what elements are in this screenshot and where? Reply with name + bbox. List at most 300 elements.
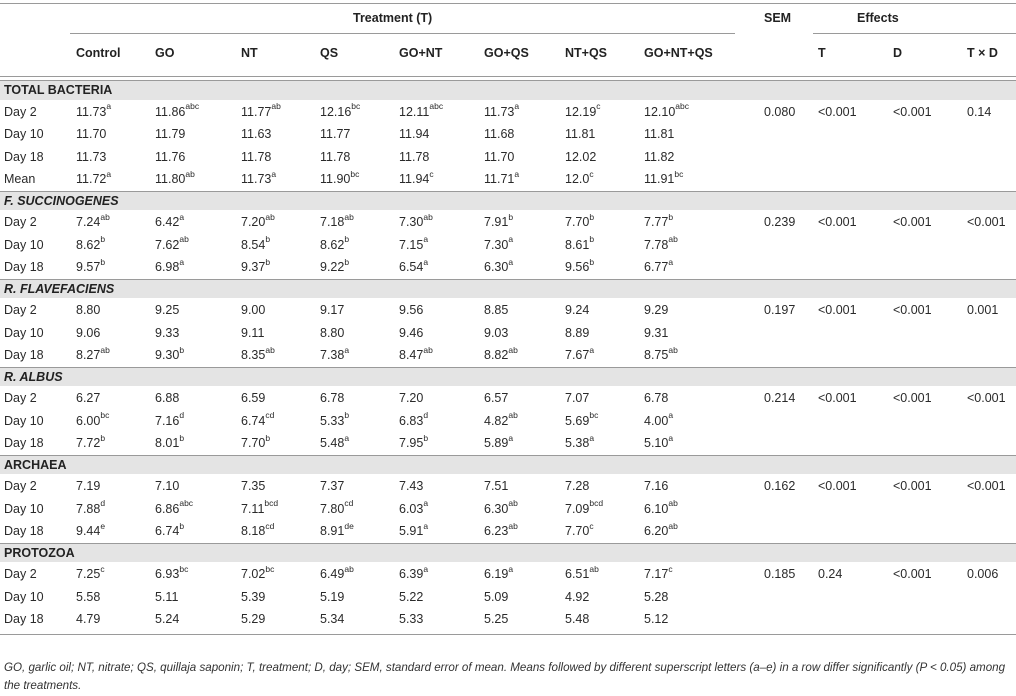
table-cell <box>484 146 514 169</box>
table-cell <box>644 586 668 609</box>
cell-value: 8.47 <box>399 348 424 362</box>
section-header <box>0 80 1016 100</box>
table-cell <box>76 211 110 234</box>
cell-value: 7.24 <box>76 215 101 229</box>
table-cell <box>241 344 275 367</box>
table-cell <box>484 520 518 543</box>
cell-value: 5.19 <box>320 589 345 604</box>
cell-value: 5.39 <box>241 589 266 604</box>
section-title: PROTOZOA <box>4 545 75 560</box>
treatment-header: Treatment (T) <box>353 11 433 25</box>
cell-value: 6.74 <box>241 413 266 428</box>
row-label: Day 10 <box>4 325 44 340</box>
cell-value: 6.23 <box>484 524 509 538</box>
effect-t-value: 0.24 <box>818 567 843 581</box>
significance-letter: c <box>668 563 673 574</box>
table-cell <box>155 101 199 124</box>
row-label: Day 18 <box>4 260 44 274</box>
table-cell <box>565 586 589 609</box>
significance-letter: de <box>344 520 354 531</box>
cell-value: 5.91 <box>399 524 424 538</box>
significance-letter: a <box>589 432 595 443</box>
cell-value: 11.73 <box>241 172 272 186</box>
column-header: NT <box>241 46 258 60</box>
significance-letter: bc <box>589 410 599 421</box>
cell-value: 6.57 <box>484 391 509 405</box>
effect-t-value: <0.001 <box>818 104 857 119</box>
significance-letter: a <box>344 344 350 355</box>
row-label: Day 2 <box>4 391 37 405</box>
cell-value: 4.92 <box>565 589 590 604</box>
cell-value: 6.27 <box>76 391 101 405</box>
table-cell <box>155 211 184 234</box>
cell-value: 7.91 <box>484 215 509 229</box>
effect-txd-value: 0.14 <box>967 104 992 119</box>
table-cell <box>399 520 428 543</box>
cell-value: 6.49 <box>320 567 345 581</box>
table-cell <box>76 432 105 455</box>
table-cell <box>241 475 265 498</box>
table-row <box>0 608 1016 631</box>
cell-value: 7.67 <box>565 348 590 362</box>
cell-value: 6.83 <box>399 413 424 428</box>
row-label: Mean <box>4 172 36 186</box>
cell-value: 4.79 <box>76 612 101 626</box>
cell-value: 8.91 <box>320 524 345 538</box>
table-cell <box>320 498 353 521</box>
effect-t-value: <0.001 <box>818 303 857 317</box>
cell-value: 7.72 <box>76 436 101 450</box>
cell-value: 11.72 <box>76 172 107 186</box>
table-cell <box>484 387 508 410</box>
table-cell <box>399 234 428 257</box>
cell-value: 11.73 <box>76 149 107 164</box>
significance-letter: ab <box>668 234 678 245</box>
cell-value: 7.43 <box>399 479 424 493</box>
row-label: Day 2 <box>4 303 37 317</box>
table-cell <box>565 234 594 257</box>
significance-letter: ab <box>100 211 110 222</box>
cell-value: 7.37 <box>320 479 345 493</box>
significance-letter: ab <box>344 563 354 574</box>
cell-value: 9.25 <box>155 303 180 317</box>
cell-value: 12.11 <box>399 104 430 119</box>
table-row <box>0 101 1016 124</box>
table-cell <box>399 322 423 345</box>
significance-letter: a <box>344 432 350 443</box>
cell-value: 8.85 <box>484 303 509 317</box>
cell-value: 6.78 <box>644 391 669 405</box>
row-label: Day 10 <box>4 501 44 516</box>
cell-value: 11.73 <box>76 104 107 119</box>
section-header <box>0 455 1016 475</box>
table-cell <box>155 387 179 410</box>
significance-letter: bc <box>265 563 275 574</box>
cell-value: 5.11 <box>155 589 179 604</box>
table-cell <box>320 101 360 124</box>
sem-value: 0.162 <box>764 479 796 493</box>
significance-letter: b <box>344 234 350 245</box>
cell-value: 11.63 <box>241 127 272 141</box>
effect-column-header: T <box>818 46 826 60</box>
significance-letter: bc <box>351 101 361 112</box>
table-cell <box>320 211 354 234</box>
cell-value: 5.22 <box>399 589 424 604</box>
table-cell <box>644 432 673 455</box>
cell-value: 11.94 <box>399 127 430 141</box>
header-rule <box>0 76 1016 77</box>
cell-value: 11.77 <box>320 127 351 141</box>
cell-value: 7.70 <box>565 524 590 538</box>
table-cell <box>241 146 271 169</box>
table-cell <box>76 410 109 433</box>
significance-letter: cd <box>265 410 275 421</box>
cell-value: 7.80 <box>320 501 345 516</box>
row-label: Day 2 <box>4 567 37 581</box>
table-cell <box>644 344 678 367</box>
cell-value: 6.88 <box>155 391 180 405</box>
significance-letter: ab <box>508 498 518 509</box>
table-cell <box>399 344 433 367</box>
cell-value: 6.77 <box>644 260 669 274</box>
cell-value: 6.78 <box>320 391 345 405</box>
table-cell <box>484 256 513 279</box>
row-label: Day 10 <box>4 237 44 252</box>
cell-value: 7.16 <box>155 413 180 428</box>
significance-letter: ab <box>265 211 275 222</box>
column-header: Control <box>76 46 121 60</box>
column-header: GO <box>155 46 175 60</box>
table-cell <box>399 410 428 433</box>
cell-value: 7.88 <box>76 501 101 516</box>
table-cell <box>644 387 668 410</box>
table-row <box>0 234 1016 257</box>
effect-txd-value: <0.001 <box>967 391 1006 405</box>
table-cell <box>155 168 195 191</box>
table-cell <box>76 498 105 521</box>
row-label: Day 10 <box>4 413 44 428</box>
cell-value: 7.25 <box>76 567 101 581</box>
cell-value: 6.30 <box>484 260 509 274</box>
significance-letter: b <box>179 520 185 531</box>
significance-letter: ab <box>589 563 599 574</box>
section-title: ARCHAEA <box>4 457 67 472</box>
table-cell <box>644 146 674 169</box>
significance-letter: cd <box>265 520 275 531</box>
table-cell <box>644 563 673 586</box>
cell-value: 8.54 <box>241 237 266 252</box>
cell-value: 11.81 <box>565 127 596 141</box>
cell-value: 9.17 <box>320 303 345 317</box>
significance-letter: c <box>589 168 594 179</box>
cell-value: 11.94 <box>399 172 430 186</box>
table-cell <box>320 475 344 498</box>
cell-value: 5.24 <box>155 612 180 626</box>
significance-letter: b <box>100 234 106 245</box>
cell-value: 5.33 <box>399 612 424 626</box>
cell-value: 9.24 <box>565 303 590 317</box>
cell-value: 11.80 <box>155 172 186 186</box>
table-cell <box>241 123 271 146</box>
table-cell <box>399 146 429 169</box>
top-rule <box>0 3 1016 4</box>
table-cell <box>155 123 185 146</box>
significance-letter: a <box>508 432 514 443</box>
significance-letter: c <box>100 563 105 574</box>
table-cell <box>484 101 519 124</box>
significance-letter: a <box>423 498 429 509</box>
cell-value: 5.10 <box>644 436 669 450</box>
cell-value: 7.38 <box>320 348 345 362</box>
significance-letter: a <box>106 168 112 179</box>
row-label: Day 18 <box>4 612 44 626</box>
table-cell <box>76 520 105 543</box>
table-cell <box>320 256 349 279</box>
table-cell <box>399 563 428 586</box>
significance-letter: ab <box>265 344 275 355</box>
cell-value: 8.62 <box>76 237 101 252</box>
table-cell <box>484 498 518 521</box>
table-cell <box>241 608 265 631</box>
table-cell <box>241 211 275 234</box>
effect-column-header: D <box>893 46 903 60</box>
footnote: GO, garlic oil; NT, nitrate; QS, quillaja saponin; T, treatment; D, day; SEM, standard error of mean. Means followed by different superscript letters (a–e) in a row differ significantly (P < 0.05) among the treatments. <box>4 661 1006 692</box>
significance-letter: a <box>508 256 514 267</box>
cell-value: 7.16 <box>644 479 669 493</box>
cell-value: 7.78 <box>644 237 669 252</box>
table-cell <box>241 168 276 191</box>
table-cell <box>76 256 105 279</box>
significance-letter: a <box>423 520 429 531</box>
table-cell <box>76 168 111 191</box>
cell-value: 7.11 <box>241 501 265 516</box>
table-row <box>0 256 1016 279</box>
section-title: R. FLAVEFACIENS <box>4 281 115 296</box>
table-cell <box>76 299 100 322</box>
significance-letter: a <box>514 101 520 112</box>
row-label: Day 10 <box>4 589 44 604</box>
table-cell <box>155 520 184 543</box>
significance-letter: ab <box>508 410 518 421</box>
table-cell <box>565 146 596 169</box>
table-cell <box>565 520 594 543</box>
table-row <box>0 322 1016 345</box>
table-cell <box>241 101 281 124</box>
cell-value: 5.34 <box>320 612 345 626</box>
table-cell <box>320 586 344 609</box>
table-cell <box>565 563 599 586</box>
table-cell <box>241 387 265 410</box>
treatment-underline <box>70 33 735 34</box>
cell-value: 8.01 <box>155 436 180 450</box>
cell-value: 8.61 <box>565 237 590 252</box>
effect-txd-value: <0.001 <box>967 215 1006 229</box>
cell-value: 7.10 <box>155 479 180 493</box>
table-cell <box>320 299 344 322</box>
cell-value: 9.44 <box>76 524 101 538</box>
cell-value: 11.71 <box>484 172 515 186</box>
table-cell <box>155 146 185 169</box>
table-cell <box>155 475 179 498</box>
significance-letter: ab <box>668 344 678 355</box>
sem-header: SEM <box>764 11 792 25</box>
cell-value: 6.30 <box>484 501 509 516</box>
cell-value: 12.02 <box>565 149 597 164</box>
cell-value: 6.51 <box>565 567 590 581</box>
table-cell <box>399 586 423 609</box>
significance-letter: abc <box>179 498 194 509</box>
table-cell <box>484 234 513 257</box>
table-cell <box>399 123 429 146</box>
table-row <box>0 211 1016 234</box>
table-cell <box>565 123 595 146</box>
table-cell <box>565 322 589 345</box>
significance-letter: d <box>179 410 185 421</box>
significance-letter: ab <box>423 344 433 355</box>
cell-value: 7.07 <box>565 391 590 405</box>
cell-value: 9.57 <box>76 260 101 274</box>
cell-value: 5.09 <box>484 589 509 604</box>
effect-txd-value: <0.001 <box>967 479 1006 493</box>
cell-value: 12.16 <box>320 104 352 119</box>
table-cell <box>644 168 683 191</box>
significance-letter: a <box>271 168 277 179</box>
cell-value: 9.30 <box>155 348 180 362</box>
significance-letter: ab <box>423 211 433 222</box>
cell-value: 4.82 <box>484 413 509 428</box>
significance-letter: b <box>179 432 185 443</box>
significance-letter: c <box>429 168 434 179</box>
table-row <box>0 410 1016 433</box>
table-row <box>0 168 1016 191</box>
cell-value: 9.56 <box>565 260 590 274</box>
column-header: GO+NT+QS <box>644 46 713 60</box>
table-row <box>0 432 1016 455</box>
row-label: Day 2 <box>4 215 37 229</box>
significance-letter: b <box>668 211 674 222</box>
cell-value: 12.10 <box>644 104 676 119</box>
section-title: R. ALBUS <box>4 369 63 384</box>
section-header <box>0 543 1016 563</box>
table-cell <box>484 168 519 191</box>
table-cell <box>241 498 278 521</box>
sem-value: 0.185 <box>764 567 796 581</box>
table-cell <box>76 322 100 345</box>
table-cell <box>644 475 668 498</box>
table-cell <box>644 234 678 257</box>
significance-letter: a <box>668 256 674 267</box>
table-cell <box>399 256 428 279</box>
table-cell <box>565 432 594 455</box>
cell-value: 7.62 <box>155 237 180 252</box>
table-cell <box>565 299 589 322</box>
cell-value: 6.42 <box>155 215 180 229</box>
table-cell <box>399 498 428 521</box>
cell-value: 8.80 <box>76 303 101 317</box>
cell-value: 7.35 <box>241 479 266 493</box>
cell-value: 12.19 <box>565 104 597 119</box>
cell-value: 5.29 <box>241 612 266 626</box>
table-cell <box>155 234 189 257</box>
table-cell <box>399 432 428 455</box>
row-label: Day 18 <box>4 524 44 538</box>
cell-value: 8.82 <box>484 348 509 362</box>
cell-value: 6.93 <box>155 567 180 581</box>
table-row <box>0 563 1016 586</box>
table-cell <box>241 322 264 345</box>
table-cell <box>644 498 678 521</box>
effect-d-value: <0.001 <box>893 567 932 581</box>
cell-value: 5.25 <box>484 612 509 626</box>
significance-letter: d <box>423 410 429 421</box>
table-cell <box>320 123 350 146</box>
significance-letter: c <box>596 101 601 112</box>
table-cell <box>76 101 111 124</box>
significance-letter: ab <box>179 234 189 245</box>
table-row <box>0 387 1016 410</box>
significance-letter: b <box>179 344 185 355</box>
table-cell <box>644 410 673 433</box>
cell-value: 7.77 <box>644 215 669 229</box>
significance-letter: b <box>100 256 106 267</box>
table-cell <box>320 146 350 169</box>
table-cell <box>320 322 344 345</box>
table-cell <box>76 608 100 631</box>
row-label: Day 2 <box>4 104 37 119</box>
table-cell <box>644 520 678 543</box>
cell-value: 11.78 <box>399 149 430 164</box>
significance-letter: ab <box>271 101 281 112</box>
cell-value: 11.90 <box>320 172 351 186</box>
cell-value: 7.18 <box>320 215 345 229</box>
row-label: Day 18 <box>4 436 44 450</box>
table-row <box>0 299 1016 322</box>
table-cell <box>565 410 598 433</box>
cell-value: 7.70 <box>241 436 266 450</box>
cell-value: 12.0 <box>565 172 590 186</box>
table-cell <box>76 344 110 367</box>
cell-value: 6.86 <box>155 501 180 516</box>
table-cell <box>484 299 508 322</box>
cell-value: 7.30 <box>399 215 424 229</box>
cell-value: 9.37 <box>241 260 266 274</box>
table-cell <box>484 211 513 234</box>
table-cell <box>320 520 354 543</box>
significance-letter: b <box>508 211 514 222</box>
cell-value: 9.33 <box>155 325 180 340</box>
significance-letter: a <box>423 234 429 245</box>
cell-value: 8.27 <box>76 348 101 362</box>
table-cell <box>320 168 359 191</box>
row-label: Day 10 <box>4 127 44 141</box>
table-cell <box>484 123 514 146</box>
cell-value: 6.54 <box>399 260 424 274</box>
cell-value: 6.20 <box>644 524 669 538</box>
cell-value: 5.33 <box>320 413 345 428</box>
significance-letter: b <box>589 234 595 245</box>
significance-letter: ab <box>185 168 195 179</box>
cell-value: 5.12 <box>644 612 669 626</box>
cell-value: 6.19 <box>484 567 509 581</box>
table-cell <box>155 256 184 279</box>
table-cell <box>644 322 668 345</box>
significance-letter: b <box>265 256 271 267</box>
cell-value: 11.68 <box>484 127 515 141</box>
table-cell <box>399 299 423 322</box>
section-header <box>0 367 1016 387</box>
significance-letter: bc <box>179 563 189 574</box>
cell-value: 7.51 <box>484 479 509 493</box>
